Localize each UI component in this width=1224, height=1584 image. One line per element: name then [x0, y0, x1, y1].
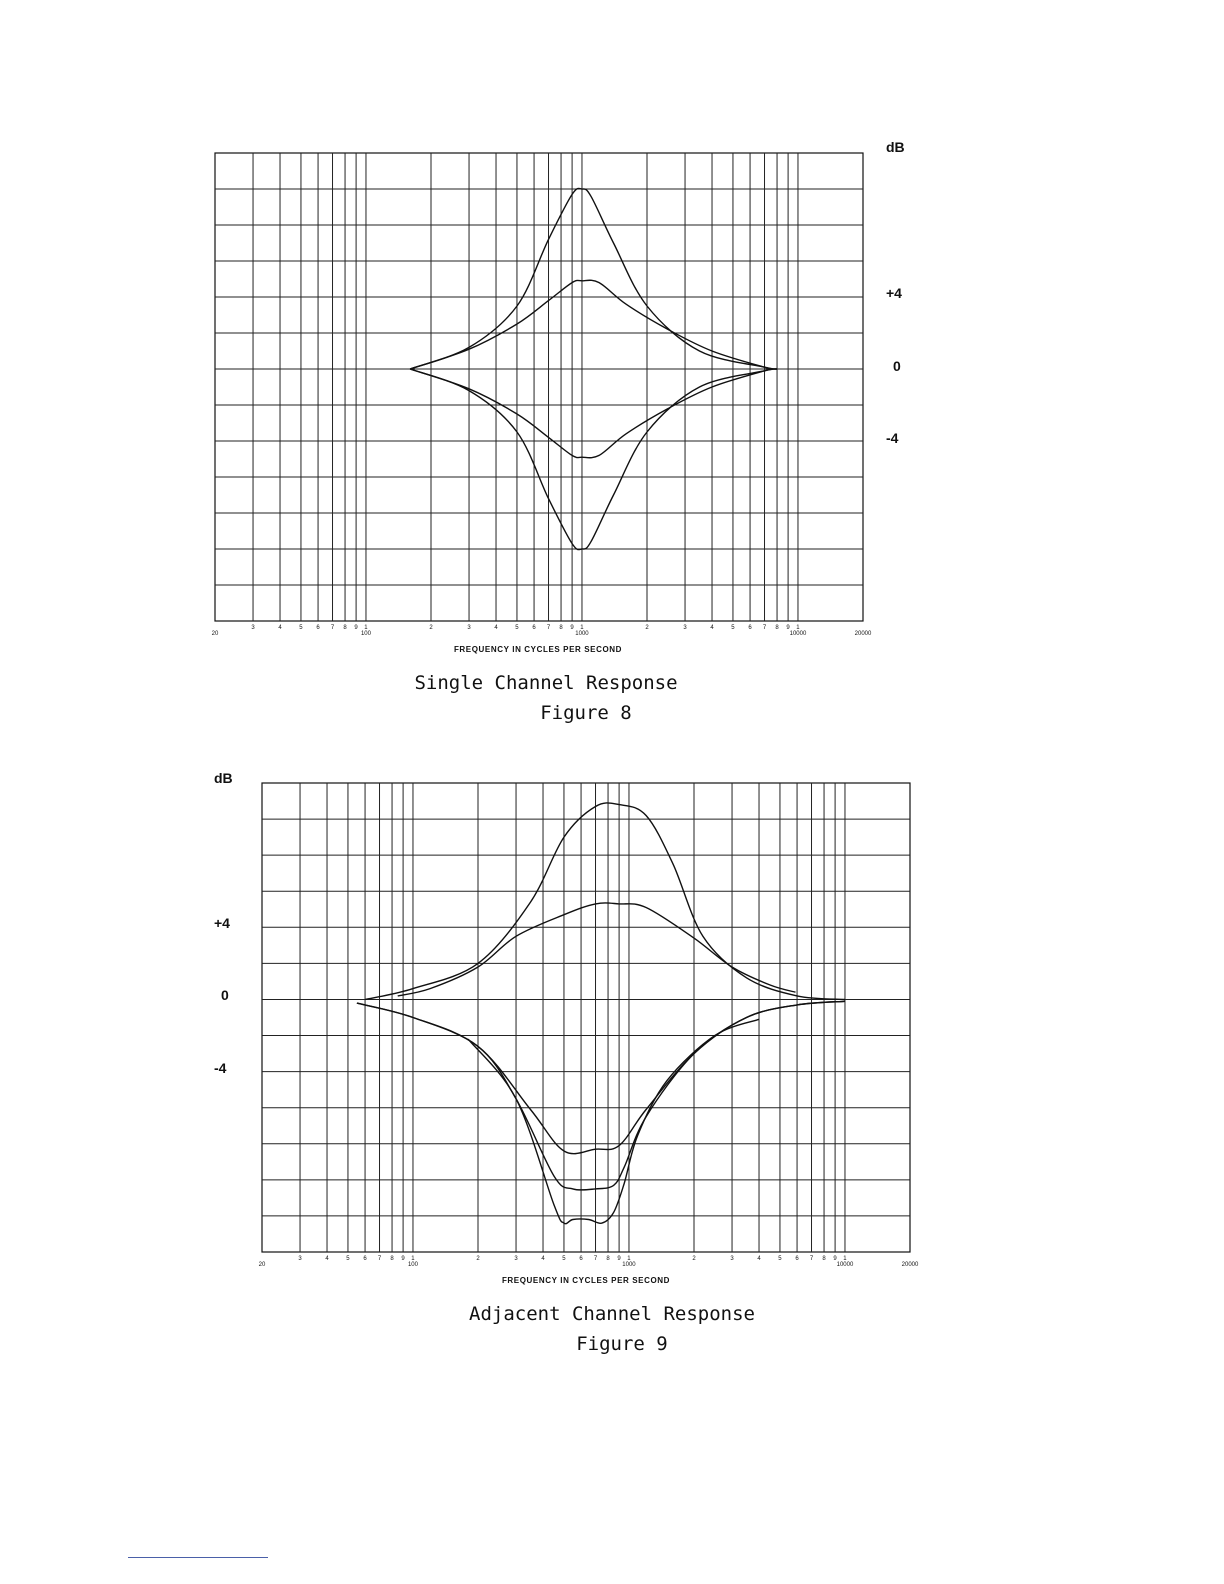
caption-title: Single Channel Response [414, 672, 678, 694]
x-tick-labels [259, 1256, 919, 1268]
response-curve-1 [410, 188, 777, 369]
x-minor-tick-label: 6 [532, 625, 536, 631]
x-minor-tick-label: 8 [822, 1256, 826, 1262]
x-minor-tick-label: 5 [778, 1256, 782, 1262]
chart-grid [262, 783, 910, 1252]
x-minor-tick-label: 8 [559, 625, 563, 631]
chart-grid [215, 153, 863, 621]
response-curve-2 [398, 903, 796, 996]
x-minor-tick-label: 4 [494, 625, 498, 631]
x-minor-tick-label: 4 [757, 1256, 761, 1262]
x-minor-tick-label: 4 [278, 625, 282, 631]
x-minor-tick-label: 7 [762, 625, 767, 631]
x-minor-tick-label: 3 [683, 625, 687, 631]
x-minor-tick-label: 9 [617, 1256, 621, 1262]
x-minor-tick-label: 1 [411, 1256, 415, 1262]
chart-single-channel [212, 139, 905, 654]
chart-adjacent-channel [214, 770, 919, 1285]
x-minor-tick-label: 7 [377, 1256, 382, 1262]
x-minor-tick-label: 3 [298, 1256, 302, 1262]
y-tick-label-zero: 0 [893, 358, 901, 374]
x-minor-tick-label: 2 [476, 1256, 480, 1262]
x-major-tick-label: 1000 [622, 1262, 636, 1268]
y-tick-label-plus4: +4 [214, 915, 230, 931]
x-major-tick-label: 20 [258, 1262, 266, 1268]
caption-figure: Figure 9 [576, 1333, 668, 1355]
x-minor-tick-label: 9 [833, 1256, 837, 1262]
x-minor-tick-label: 1 [796, 625, 800, 631]
plot-frame [262, 783, 910, 1252]
x-minor-tick-label: 4 [325, 1256, 329, 1262]
x-minor-tick-label: 8 [343, 625, 347, 631]
x-minor-tick-label: 6 [363, 1256, 367, 1262]
response-curve-4 [410, 369, 777, 550]
x-minor-tick-label: 2 [645, 625, 649, 631]
caption-title: Adjacent Channel Response [469, 1303, 755, 1325]
response-curve-5 [468, 1019, 759, 1223]
x-minor-tick-label: 7 [546, 625, 551, 631]
x-minor-tick-label: 9 [570, 625, 574, 631]
x-minor-tick-label: 9 [786, 625, 790, 631]
x-minor-tick-label: 4 [541, 1256, 545, 1262]
x-minor-tick-label: 1 [627, 1256, 631, 1262]
x-major-tick-label: 20000 [901, 1262, 919, 1268]
x-major-tick-label: 100 [360, 631, 371, 637]
y-tick-label-plus4: +4 [886, 285, 902, 301]
x-major-tick-label: 1000 [575, 631, 589, 637]
x-minor-tick-label: 2 [429, 625, 433, 631]
response-curve-2 [410, 280, 777, 369]
x-minor-tick-label: 8 [775, 625, 779, 631]
x-minor-tick-label: 7 [330, 625, 335, 631]
x-minor-tick-label: 6 [579, 1256, 583, 1262]
x-minor-tick-label: 1 [843, 1256, 847, 1262]
x-minor-tick-label: 8 [390, 1256, 394, 1262]
x-axis-label: FREQUENCY IN CYCLES PER SECOND [501, 1276, 671, 1285]
plot-frame [215, 153, 863, 621]
x-major-tick-label: 10000 [789, 631, 807, 637]
x-minor-tick-label: 9 [354, 625, 358, 631]
x-minor-tick-label: 1 [580, 625, 584, 631]
x-major-tick-label: 100 [407, 1262, 418, 1268]
chart-curves [357, 803, 845, 1224]
y-axis-label: dB [886, 139, 905, 155]
x-minor-tick-label: 5 [515, 625, 519, 631]
x-minor-tick-label: 5 [562, 1256, 566, 1262]
x-minor-tick-label: 1 [364, 625, 368, 631]
y-tick-label-minus4: -4 [214, 1060, 227, 1076]
y-tick-label-minus4: -4 [886, 430, 899, 446]
x-minor-tick-label: 6 [748, 625, 752, 631]
x-major-tick-label: 20000 [854, 631, 872, 637]
y-axis-label: dB [214, 770, 233, 786]
x-minor-tick-label: 5 [346, 1256, 350, 1262]
footer-rule [128, 1557, 268, 1558]
response-curve-4 [357, 1001, 845, 1190]
x-major-tick-label: 10000 [836, 1262, 854, 1268]
x-minor-tick-label: 7 [809, 1256, 814, 1262]
x-minor-tick-label: 8 [606, 1256, 610, 1262]
x-tick-labels [212, 625, 872, 637]
x-minor-tick-label: 5 [731, 625, 735, 631]
y-tick-label-zero: 0 [221, 987, 229, 1003]
response-curve-1 [365, 803, 845, 1000]
x-minor-tick-label: 6 [316, 625, 320, 631]
x-minor-tick-label: 6 [795, 1256, 799, 1262]
x-minor-tick-label: 2 [692, 1256, 696, 1262]
x-minor-tick-label: 3 [730, 1256, 734, 1262]
x-axis-label: FREQUENCY IN CYCLES PER SECOND [453, 645, 623, 654]
x-minor-tick-label: 4 [710, 625, 714, 631]
x-minor-tick-label: 5 [299, 625, 303, 631]
x-minor-tick-label: 7 [593, 1256, 598, 1262]
caption-figure: Figure 8 [540, 702, 632, 724]
x-minor-tick-label: 3 [251, 625, 255, 631]
x-major-tick-label: 20 [211, 631, 219, 637]
x-minor-tick-label: 3 [514, 1256, 518, 1262]
x-minor-tick-label: 3 [467, 625, 471, 631]
response-curve-3 [410, 369, 777, 458]
x-minor-tick-label: 9 [401, 1256, 405, 1262]
